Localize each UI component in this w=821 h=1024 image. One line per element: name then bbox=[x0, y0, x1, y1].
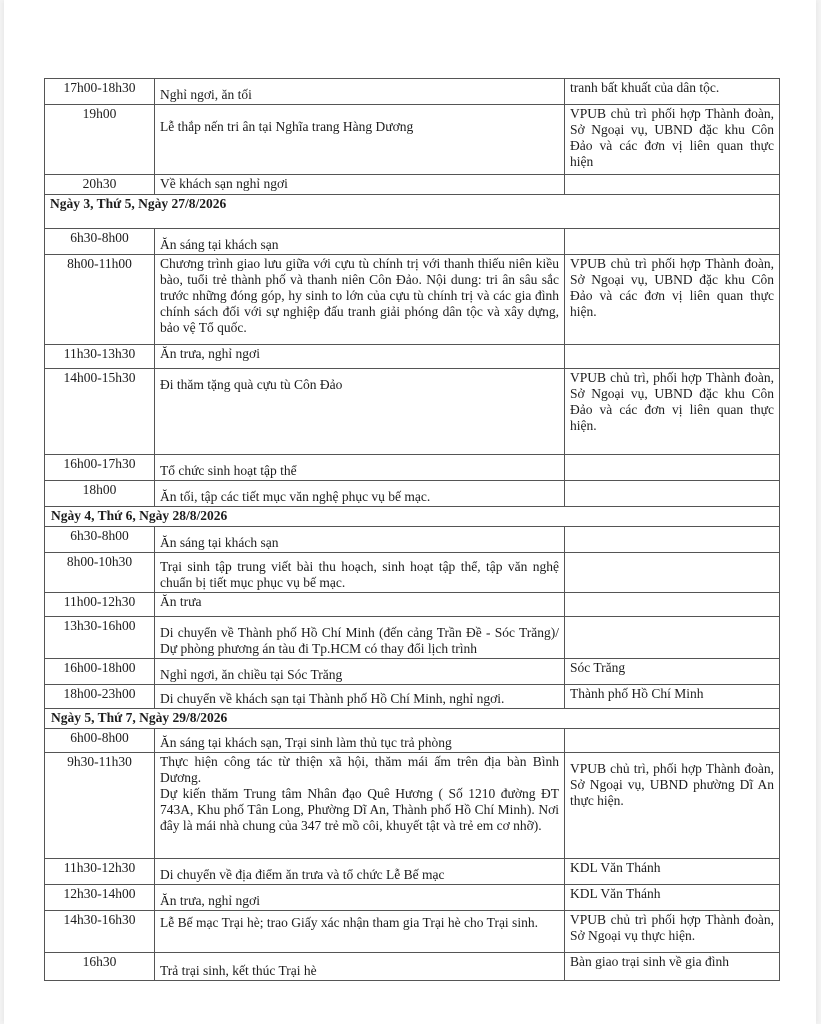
table-row bbox=[45, 345, 780, 369]
table-row bbox=[45, 753, 780, 859]
unit-cell bbox=[565, 593, 780, 617]
time-cell: 8h00-10h30 bbox=[45, 553, 155, 593]
activity-cell: Trả trại sinh, kết thúc Trại hè bbox=[155, 953, 565, 981]
activity-cell: Ăn trưa, nghỉ ngơi bbox=[155, 345, 565, 369]
unit-cell: Sóc Trăng bbox=[565, 659, 780, 685]
schedule-table bbox=[44, 78, 780, 981]
unit-cell bbox=[565, 345, 780, 369]
time-cell: 6h30-8h00 bbox=[45, 229, 155, 255]
time-cell: 11h00-12h30 bbox=[45, 593, 155, 617]
time-cell: 20h30 bbox=[45, 175, 155, 195]
table-row bbox=[45, 685, 780, 709]
activity-cell: Nghỉ ngơi, ăn tối bbox=[155, 79, 565, 105]
table-row bbox=[45, 953, 780, 981]
unit-cell: VPUB chủ trì phối hợp Thành đoàn, Sở Ngoại vụ, UBND đặc khu Côn Đảo và các đơn vị liên quan thực hiện. bbox=[565, 255, 780, 345]
table-row bbox=[45, 617, 780, 659]
time-cell: 16h30 bbox=[45, 953, 155, 981]
activity-cell: Lễ thắp nến tri ân tại Nghĩa trang Hàng Dương bbox=[155, 105, 565, 175]
activity-cell: Chương trình giao lưu giữa với cựu tù chính trị với thanh thiếu niên kiều bào, tuổi trẻ thành phố và thanh niên Côn Đảo. Nội dung: tri ân sâu sắc trước những đóng góp, hy sinh to lớn của cựu tù chính trị và các gia đình chính sách đối với sự nghiệp đấu tranh giải phóng dân tộc và xây dựng, bảo vệ Tổ quốc. bbox=[155, 255, 565, 345]
table-row bbox=[45, 729, 780, 753]
unit-cell: VPUB chủ trì, phối hợp Thành đoàn, Sở Ngoại vụ, UBND phường Dĩ An thực hiện. bbox=[565, 753, 780, 859]
time-cell: 16h00-18h00 bbox=[45, 659, 155, 685]
time-cell: 18h00 bbox=[45, 481, 155, 507]
unit-cell: KDL Văn Thánh bbox=[565, 859, 780, 885]
activity-line: Thực hiện công tác từ thiện xã hội, thăm mái ấm trên địa bàn Bình Dương. bbox=[160, 754, 559, 785]
activity-cell: Ăn trưa bbox=[155, 593, 565, 617]
table-row bbox=[45, 175, 780, 195]
activity-cell: Ăn sáng tại khách sạn bbox=[155, 527, 565, 553]
table-row bbox=[45, 255, 780, 345]
unit-cell: Thành phố Hồ Chí Minh bbox=[565, 685, 780, 709]
time-cell: 13h30-16h00 bbox=[45, 617, 155, 659]
unit-cell bbox=[565, 527, 780, 553]
time-cell: 17h00-18h30 bbox=[45, 79, 155, 105]
day-header: Ngày 4, Thứ 6, Ngày 28/8/2026 bbox=[45, 507, 780, 527]
unit-cell bbox=[565, 455, 780, 481]
time-cell: 8h00-11h00 bbox=[45, 255, 155, 345]
time-cell: 14h00-15h30 bbox=[45, 369, 155, 455]
time-cell: 11h30-12h30 bbox=[45, 859, 155, 885]
table-row bbox=[45, 527, 780, 553]
activity-cell: Lễ Bế mạc Trại hè; trao Giấy xác nhận tham gia Trại hè cho Trại sinh. bbox=[155, 911, 565, 953]
time-cell: 9h30-11h30 bbox=[45, 753, 155, 859]
table-row bbox=[45, 885, 780, 911]
activity-cell: Di chuyển về Thành phố Hồ Chí Minh (đến cảng Trần Đề - Sóc Trăng)/ Dự phòng phương án tàu đi Tp.HCM có thay đổi lịch trình bbox=[155, 617, 565, 659]
day-header-row bbox=[45, 709, 780, 729]
day-header-row bbox=[45, 195, 780, 229]
table-row bbox=[45, 229, 780, 255]
table-row bbox=[45, 659, 780, 685]
activity-cell: Ăn tối, tập các tiết mục văn nghệ phục vụ bế mạc. bbox=[155, 481, 565, 507]
time-cell: 6h00-8h00 bbox=[45, 729, 155, 753]
table-row bbox=[45, 455, 780, 481]
activity-cell: Di chuyển về khách sạn tại Thành phố Hồ Chí Minh, nghỉ ngơi. bbox=[155, 685, 565, 709]
activity-cell: Ăn sáng tại khách sạn bbox=[155, 229, 565, 255]
day-header: Ngày 5, Thứ 7, Ngày 29/8/2026 bbox=[45, 709, 780, 729]
time-cell: 19h00 bbox=[45, 105, 155, 175]
time-cell: 12h30-14h00 bbox=[45, 885, 155, 911]
activity-cell: Về khách sạn nghỉ ngơi bbox=[155, 175, 565, 195]
activity-cell: Đi thăm tặng quà cựu tù Côn Đảo bbox=[155, 369, 565, 455]
unit-cell bbox=[565, 729, 780, 753]
table-row bbox=[45, 79, 780, 105]
time-cell: 16h00-17h30 bbox=[45, 455, 155, 481]
time-cell: 6h30-8h00 bbox=[45, 527, 155, 553]
table-row bbox=[45, 369, 780, 455]
table-row bbox=[45, 553, 780, 593]
activity-cell: Nghỉ ngơi, ăn chiều tại Sóc Trăng bbox=[155, 659, 565, 685]
document-page bbox=[4, 0, 816, 1024]
unit-cell: tranh bất khuất của dân tộc. bbox=[565, 79, 780, 105]
activity-cell: Tổ chức sinh hoạt tập thể bbox=[155, 455, 565, 481]
activity-cell: Di chuyển về địa điểm ăn trưa và tổ chức Lễ Bế mạc bbox=[155, 859, 565, 885]
activity-cell bbox=[155, 753, 565, 859]
unit-cell: VPUB chủ trì, phối hợp Thành đoàn, Sở Ngoại vụ, UBND đặc khu Côn Đảo và các đơn vị liên quan thực hiện. bbox=[565, 369, 780, 455]
unit-cell bbox=[565, 481, 780, 507]
unit-cell bbox=[565, 617, 780, 659]
unit-cell bbox=[565, 553, 780, 593]
table-row bbox=[45, 593, 780, 617]
unit-cell: Bàn giao trại sinh về gia đình bbox=[565, 953, 780, 981]
unit-cell: VPUB chủ trì phối hợp Thành đoàn, Sở Ngoại vụ, UBND đặc khu Côn Đảo và các đơn vị liên quan thực hiện bbox=[565, 105, 780, 175]
unit-cell bbox=[565, 229, 780, 255]
time-cell: 14h30-16h30 bbox=[45, 911, 155, 953]
table-row bbox=[45, 105, 780, 175]
unit-cell: VPUB chủ trì phối hợp Thành đoàn, Sở Ngoại vụ thực hiện. bbox=[565, 911, 780, 953]
activity-line: Dự kiến thăm Trung tâm Nhân đạo Quê Hương ( Số 1210 đường ĐT 743A, Khu phố Tân Long, Phường Dĩ An, Thành phố Hồ Chí Minh). Nơi đây là mái nhà chung của 347 trẻ mồ côi, khuyết tật và trẻ em cơ nhỡ). bbox=[160, 786, 559, 833]
table-row bbox=[45, 481, 780, 507]
day-header-row bbox=[45, 507, 780, 527]
time-cell: 11h30-13h30 bbox=[45, 345, 155, 369]
day-header: Ngày 3, Thứ 5, Ngày 27/8/2026 bbox=[45, 195, 780, 229]
unit-cell bbox=[565, 175, 780, 195]
unit-cell: KDL Văn Thánh bbox=[565, 885, 780, 911]
table-row bbox=[45, 859, 780, 885]
time-cell: 18h00-23h00 bbox=[45, 685, 155, 709]
activity-cell: Ăn sáng tại khách sạn, Trại sinh làm thủ tục trả phòng bbox=[155, 729, 565, 753]
activity-cell: Ăn trưa, nghỉ ngơi bbox=[155, 885, 565, 911]
activity-cell: Trại sinh tập trung viết bài thu hoạch, sinh hoạt tập thể, tập văn nghệ chuẩn bị tiết mục phục vụ bế mạc. bbox=[155, 553, 565, 593]
table-row bbox=[45, 911, 780, 953]
